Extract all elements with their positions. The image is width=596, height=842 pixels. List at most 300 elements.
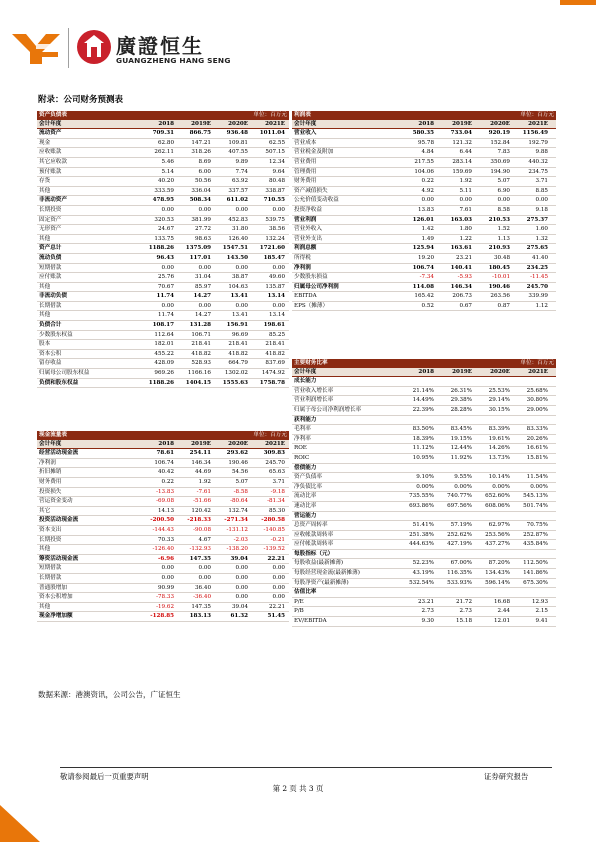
row-label: 无形资产 (39, 226, 62, 233)
row-value: 1.22 (459, 235, 472, 242)
row-label: 固定资产 (39, 216, 62, 223)
row-value: 418.82 (265, 350, 285, 357)
table-row (37, 369, 289, 379)
row-value: 1474.92 (261, 370, 285, 377)
row-label: 营业成本 (294, 139, 317, 146)
table-row (37, 526, 289, 536)
year-header: 2021E (528, 368, 548, 375)
row-label: 少数股东权益 (39, 331, 73, 338)
row-value: -11.45 (530, 274, 548, 281)
row-value: 2.44 (497, 608, 510, 615)
row-value: 28.28% (450, 406, 472, 413)
row-value: -36.40 (193, 594, 211, 601)
row-value: 936.48 (226, 130, 248, 137)
row-value: 3.71 (535, 178, 548, 185)
row-value: 254.11 (189, 450, 211, 457)
row-value: 15.81% (526, 454, 548, 461)
table-row (37, 273, 289, 283)
row-value: 67.00% (450, 560, 472, 567)
row-value: 252.87% (523, 531, 548, 538)
row-value: 194.90 (490, 168, 510, 175)
row-value: 83.45% (450, 426, 472, 433)
table-row (37, 593, 289, 603)
table-row (292, 377, 556, 387)
row-label: ROE (294, 445, 307, 452)
row-value: 49.60 (268, 274, 285, 281)
row-value: 104.06 (414, 168, 434, 175)
row-label: EV/EBITDA (294, 618, 327, 625)
corner-decoration-icon (0, 805, 40, 842)
row-value: 455.22 (154, 350, 174, 357)
row-value: 23.21 (455, 254, 472, 261)
appendix-title: 附录：公司财务预测表 (38, 95, 124, 105)
row-value: 6.90 (497, 187, 510, 194)
row-value: 440.32 (528, 158, 548, 165)
table-row (37, 216, 289, 226)
row-value: 14.27 (193, 293, 211, 300)
page-header (0, 0, 596, 96)
row-value: 245.70 (526, 283, 548, 290)
row-label: 流动资产 (39, 130, 62, 137)
row-value: 8.85 (535, 187, 548, 194)
table-row (37, 187, 289, 197)
row-label: 预付账款 (39, 168, 62, 175)
row-label: 现金 (39, 139, 51, 146)
table-row (37, 584, 289, 594)
row-value: 147.21 (191, 139, 211, 146)
row-value: 0.87 (497, 302, 510, 309)
table-title-bar (292, 359, 556, 368)
row-value: 733.04 (450, 130, 472, 137)
row-label: 应收账款 (39, 149, 62, 156)
row-value: 146.34 (191, 459, 211, 466)
row-label: 负债和股东权益 (39, 379, 79, 386)
row-label: 短期借款 (39, 264, 62, 271)
table-row (292, 502, 556, 512)
row-value: 14.49% (412, 397, 434, 404)
table-row (292, 550, 556, 560)
row-value: 0.00% (530, 483, 548, 490)
row-value: 146.34 (450, 283, 472, 290)
row-value: 664.79 (228, 360, 248, 367)
row-value: 252.62% (447, 531, 472, 538)
table-row (37, 478, 289, 488)
row-value: 1011.04 (259, 130, 285, 137)
table-row (292, 177, 556, 187)
row-value: 24.67 (157, 226, 174, 233)
row-value: 134.43% (485, 570, 510, 577)
table-row (37, 379, 289, 389)
row-value: 14.26% (488, 445, 510, 452)
row-value: 478.95 (152, 197, 174, 204)
table-row (292, 254, 556, 264)
row-value: 0.00 (235, 302, 248, 309)
table-unit: 单位：百万元 (520, 112, 554, 118)
row-value: 183.13 (189, 613, 211, 620)
row-value: 0.00% (454, 483, 472, 490)
row-value: 608.06% (485, 502, 510, 509)
row-value: 23.21 (417, 598, 434, 605)
row-value: 210.53 (488, 216, 510, 223)
company-name-cn: 廣證恒生 (116, 34, 204, 58)
table-row (37, 574, 289, 584)
row-value: 0.00 (235, 264, 248, 271)
row-value: 1.13 (497, 235, 510, 242)
row-value: 0.00 (235, 594, 248, 601)
table-row (37, 158, 289, 168)
row-value: 969.26 (154, 370, 174, 377)
row-value: 141.86% (523, 570, 548, 577)
row-value: 1758.78 (259, 379, 285, 386)
row-value: 1547.51 (222, 245, 248, 252)
row-value: 5.07 (497, 178, 510, 185)
row-value: 13.41 (231, 312, 248, 319)
year-column-label: 会计年度 (39, 440, 62, 447)
row-value: 0.00% (416, 483, 434, 490)
row-value: 131.28 (189, 322, 211, 329)
table-row (292, 512, 556, 522)
row-value: 275.37 (526, 216, 548, 223)
year-header: 2019E (191, 440, 211, 447)
year-header: 2019E (452, 120, 472, 127)
row-value: 51.41% (412, 522, 434, 529)
row-value: 5.07 (235, 478, 248, 485)
row-value: 57.19% (450, 522, 472, 529)
row-value: 0.00 (198, 574, 211, 581)
table-row (292, 225, 556, 235)
table-header-row (37, 440, 289, 450)
row-value: -9.18 (270, 488, 285, 495)
row-value: 36.40 (194, 584, 211, 591)
row-value: 29.00% (526, 406, 548, 413)
row-value: 0.00 (235, 574, 248, 581)
row-value: 710.55 (263, 197, 285, 204)
table-row (37, 292, 289, 302)
cash-flow-table (37, 431, 289, 622)
table-row (37, 545, 289, 555)
row-value: 0.52 (421, 302, 434, 309)
row-label: 短期借款 (39, 565, 62, 572)
row-value: 545.13% (523, 493, 548, 500)
row-label: 其他 (39, 312, 51, 319)
row-label: 应付账款 (39, 274, 62, 281)
table-row (292, 148, 556, 158)
row-label: 投资损失 (39, 488, 62, 495)
table-header-row (37, 120, 289, 130)
row-value: 0.00 (161, 574, 174, 581)
row-label: ROIC (294, 454, 310, 461)
row-value: 51.45 (267, 613, 285, 620)
table-title-bar (37, 111, 289, 120)
row-value: 611.02 (226, 197, 248, 204)
row-label: 获利能力 (294, 416, 317, 423)
row-value: 38.87 (231, 274, 248, 281)
row-value: 210.93 (488, 245, 510, 252)
year-header: 2018 (158, 440, 174, 447)
row-value: 9.64 (272, 168, 285, 175)
row-value: 135.87 (265, 283, 285, 290)
financial-ratios-table (292, 359, 556, 627)
row-value: 11.74 (156, 293, 174, 300)
row-value: 182.01 (154, 341, 174, 348)
row-value: 318.26 (191, 149, 211, 156)
row-value: 140.41 (450, 264, 472, 271)
table-unit: 单位：百万元 (520, 360, 554, 366)
row-value: 185.47 (263, 254, 285, 261)
row-label: 每股指标（元） (294, 550, 334, 557)
row-value: 152.84 (490, 139, 510, 146)
row-value: -218.33 (187, 517, 211, 524)
row-value: 253.56% (485, 531, 510, 538)
row-value: 12.34 (268, 158, 285, 165)
row-value: 234.25 (526, 264, 548, 271)
row-value: 2.73 (421, 608, 434, 615)
row-value: 25.68% (526, 387, 548, 394)
row-value: -6.96 (158, 555, 174, 562)
row-value: 126.01 (412, 216, 434, 223)
row-value: -10.01 (492, 274, 510, 281)
row-value: 206.73 (452, 293, 472, 300)
row-value: 112.50% (523, 560, 548, 567)
row-value: 9.18 (535, 206, 548, 213)
row-value: 62.55 (268, 139, 285, 146)
table-row (292, 283, 556, 293)
table-row (292, 396, 556, 406)
row-value: 1375.09 (185, 245, 211, 252)
table-row (37, 321, 289, 331)
table-row (292, 473, 556, 483)
row-value: 333.59 (154, 187, 174, 194)
table-title: 资产负债表 (39, 112, 67, 118)
row-value: 735.55% (409, 493, 434, 500)
row-value (398, 588, 436, 597)
table-row (292, 168, 556, 178)
row-value: 44.69 (194, 469, 211, 476)
row-value: 9.88 (535, 149, 548, 156)
row-value: 0.00 (235, 584, 248, 591)
row-value (436, 550, 474, 559)
row-label: 公允价值变动收益 (294, 197, 339, 204)
row-value: 121.32 (452, 139, 472, 146)
row-value: 866.75 (189, 130, 211, 137)
row-value: 0.22 (161, 478, 174, 485)
row-value: 740.77% (447, 493, 472, 500)
row-value: 218.41 (191, 341, 211, 348)
row-value: 83.33% (526, 426, 548, 433)
table-row (292, 464, 556, 474)
row-value: 1.80 (459, 226, 472, 233)
row-value: -131.12 (226, 526, 248, 533)
row-value: 39.04 (231, 603, 248, 610)
table-row (292, 406, 556, 416)
row-value: 163.61 (450, 245, 472, 252)
row-value: 0.67 (459, 302, 472, 309)
row-value: 1.32 (535, 235, 548, 242)
row-value: 0.00 (198, 264, 211, 271)
table-row (292, 273, 556, 283)
row-value: 1555.63 (222, 379, 248, 386)
table-row (37, 129, 289, 139)
row-value: 95.78 (417, 139, 434, 146)
company-name-en: GUANGZHENG HANG SENG (116, 56, 231, 65)
row-value: 13.14 (267, 293, 285, 300)
row-value: 63.92 (231, 178, 248, 185)
row-label: 营业费用 (294, 158, 317, 165)
row-value: 218.41 (265, 341, 285, 348)
row-label: 其他 (39, 546, 51, 553)
row-label: P/E (294, 598, 304, 605)
row-value: 217.55 (414, 158, 434, 165)
row-value: 11.54% (526, 474, 548, 481)
year-header: 2020E (228, 120, 248, 127)
row-value: 12.44% (450, 445, 472, 452)
row-value: -69.08 (156, 498, 174, 505)
row-value: -90.08 (193, 526, 211, 533)
row-value: 38.56 (268, 226, 285, 233)
row-value (398, 416, 436, 425)
row-label: 非流动资产 (39, 197, 67, 204)
row-value: 283.14 (452, 158, 472, 165)
table-row (37, 497, 289, 507)
row-value: 920.19 (488, 130, 510, 137)
row-value: 428.09 (154, 360, 174, 367)
row-label: 总资产周转率 (294, 522, 328, 529)
table-row (292, 598, 556, 608)
row-value: 114.08 (412, 283, 434, 290)
year-header: 2018 (418, 368, 434, 375)
year-column-label: 会计年度 (39, 120, 62, 127)
row-label: 营业外收入 (294, 226, 322, 233)
table-row (37, 177, 289, 187)
row-value: 1166.16 (187, 370, 211, 377)
row-value: 0.00 (421, 197, 434, 204)
row-value: 7.83 (497, 149, 510, 156)
income-statement-table (292, 111, 556, 311)
row-value: 108.17 (152, 322, 174, 329)
row-value: 106.74 (412, 264, 434, 271)
row-value: 30.15% (488, 406, 510, 413)
row-value: 596.14% (485, 579, 510, 586)
row-value: 83.50% (412, 426, 434, 433)
row-label: 筹资活动现金流 (39, 555, 79, 562)
row-value: 70.67 (157, 283, 174, 290)
row-label: 其他 (39, 235, 51, 242)
table-title-bar (37, 431, 289, 440)
row-value: 104.63 (228, 283, 248, 290)
row-value (512, 512, 550, 521)
row-value: 532.54% (409, 579, 434, 586)
row-value: 0.00 (161, 302, 174, 309)
table-row (292, 264, 556, 274)
row-value: 21.72 (455, 598, 472, 605)
row-value: 11.74 (157, 312, 174, 319)
row-label: 资本公积增加 (39, 594, 73, 601)
row-value (436, 416, 474, 425)
row-value: 20.26% (526, 435, 548, 442)
row-value: 98.63 (194, 235, 211, 242)
table-title: 主要财务比率 (294, 360, 328, 366)
row-label: 营运资金变动 (39, 498, 73, 505)
row-value: 2.73 (459, 608, 472, 615)
row-value: 163.03 (450, 216, 472, 223)
table-row (37, 516, 289, 526)
table-row (292, 235, 556, 245)
row-label: 应收帐款周转率 (294, 531, 334, 538)
row-label: 每股净资产(最新摊薄) (294, 579, 349, 586)
row-value: 7.61 (459, 206, 472, 213)
row-value: 11.12% (412, 445, 434, 452)
row-value: 147.35 (189, 555, 211, 562)
row-value (436, 512, 474, 521)
balance-sheet-table (37, 111, 289, 388)
row-value: 198.61 (263, 322, 285, 329)
row-label: 归属母公司净利润 (294, 283, 339, 290)
row-value: 30.80% (526, 397, 548, 404)
row-value: -144.43 (152, 526, 174, 533)
row-label: 净负债比率 (294, 483, 322, 490)
row-value: -271.34 (224, 517, 248, 524)
row-value: 652.60% (485, 493, 510, 500)
row-value: -8.58 (233, 488, 248, 495)
row-label: 估值比率 (294, 589, 317, 596)
row-value: 0.00 (272, 302, 285, 309)
row-value: -128.85 (150, 613, 174, 620)
row-value: 133.75 (154, 235, 174, 242)
row-value: 126.40 (228, 235, 248, 242)
row-value: 350.69 (490, 158, 510, 165)
table-row (292, 187, 556, 197)
year-column-label: 会计年度 (294, 120, 317, 127)
page-number: 第 2 页 共 3 页 (272, 784, 324, 793)
row-value: 0.00 (497, 197, 510, 204)
row-value: 112.64 (154, 331, 174, 338)
row-value: 1188.26 (148, 379, 174, 386)
row-value: 539.75 (265, 216, 285, 223)
row-label: 流动比率 (294, 493, 317, 500)
row-value: 14.13 (157, 507, 174, 514)
table-row (37, 206, 289, 216)
row-value: 78.61 (156, 450, 174, 457)
row-value: 13.73% (488, 454, 510, 461)
year-header: 2018 (158, 120, 174, 127)
row-value: 3.71 (272, 478, 285, 485)
row-value: 15.18 (455, 618, 472, 625)
row-value: 6.44 (459, 149, 472, 156)
row-value: 336.04 (191, 187, 211, 194)
table-row (37, 283, 289, 293)
row-value: 2.15 (535, 608, 548, 615)
row-value (398, 550, 436, 559)
row-value: 87.20% (488, 560, 510, 567)
row-value: -132.93 (189, 546, 211, 553)
row-value: 435.84% (523, 541, 548, 548)
row-label: 净利润 (39, 459, 56, 466)
row-value (474, 416, 512, 425)
row-value: 0.00 (272, 584, 285, 591)
row-value: 1.92 (459, 178, 472, 185)
table-row (292, 569, 556, 579)
row-label: 长期投资 (39, 206, 62, 213)
row-label: 营业收入增长率 (294, 387, 334, 394)
year-header: 2019E (191, 120, 211, 127)
row-label: 流动负债 (39, 254, 62, 261)
row-value: 1.60 (535, 226, 548, 233)
row-value (512, 416, 550, 425)
table-row (292, 492, 556, 502)
row-value: -0.21 (270, 536, 285, 543)
row-label: 资产减值损失 (294, 187, 328, 194)
ye-logo-icon (10, 30, 62, 66)
